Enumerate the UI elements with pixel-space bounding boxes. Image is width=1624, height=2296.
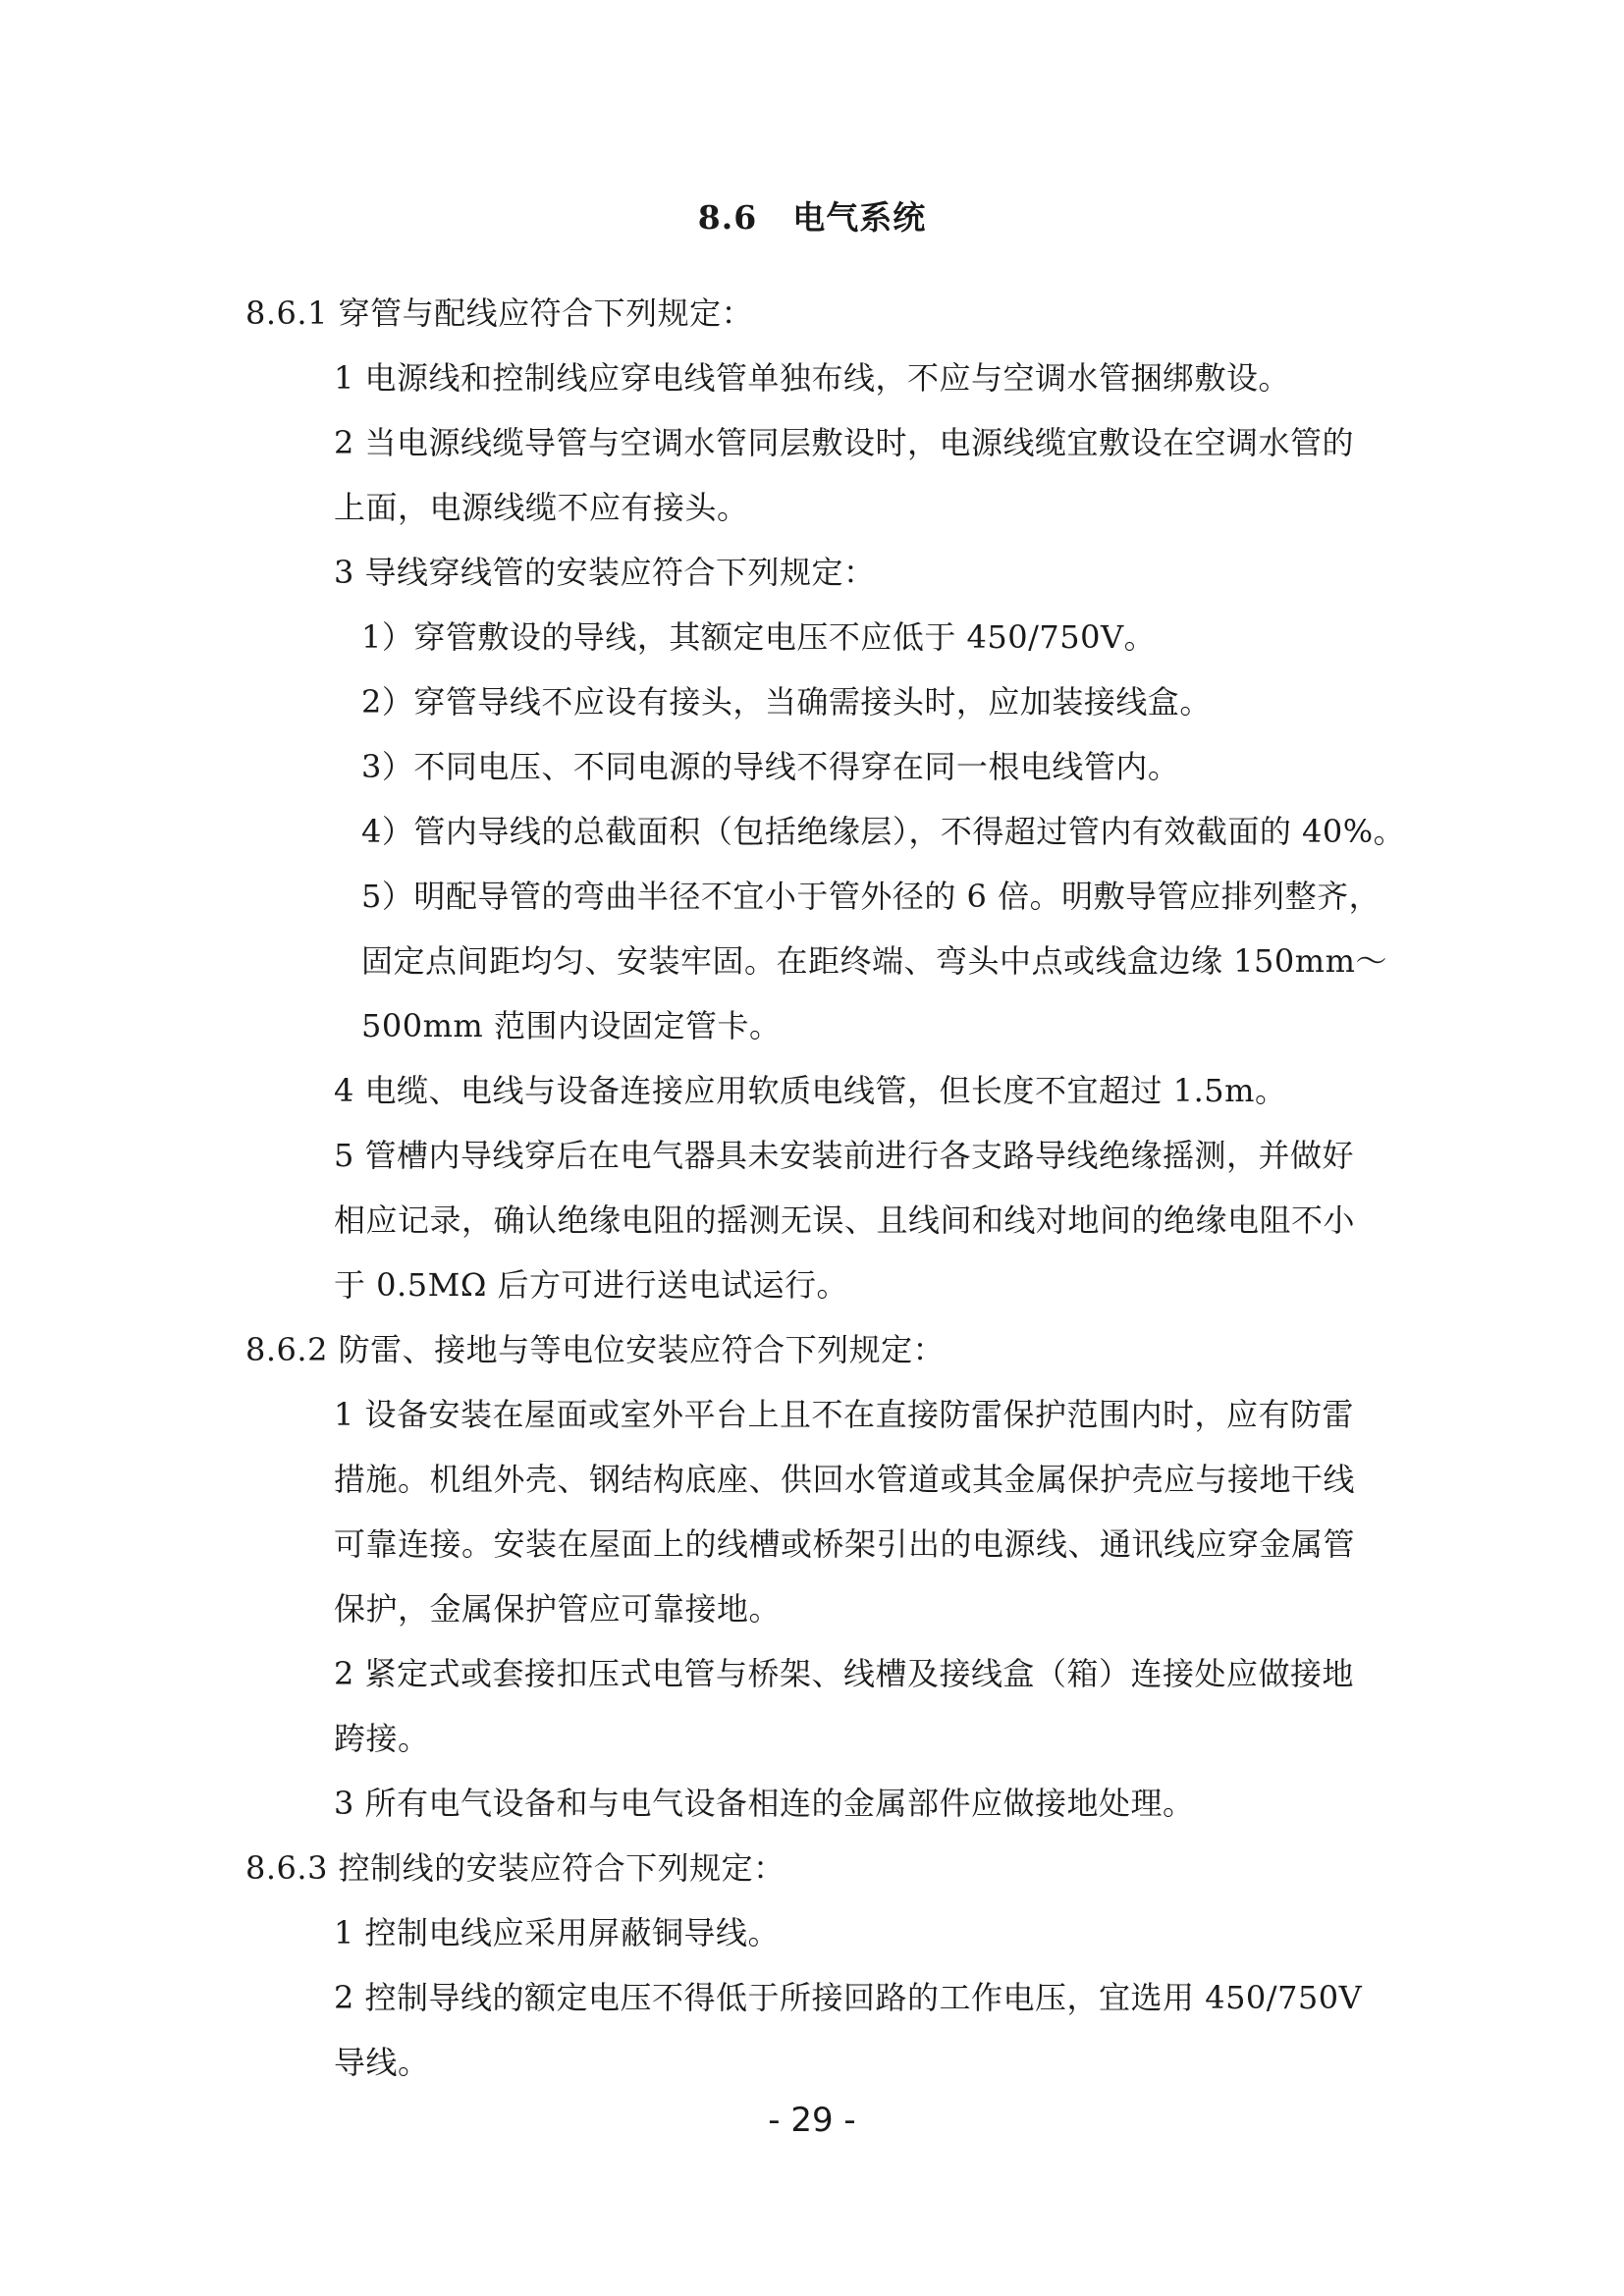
sub-item-line: 3）不同电压、不同电源的导线不得穿在同一根电线管内。 (361, 748, 1180, 785)
paragraph-line: 上面，电源线缆不应有接头。 (334, 489, 749, 526)
paragraph-line: 1 电源线和控制线应穿电线管单独布线，不应与空调水管捆绑敷设。 (334, 359, 1291, 397)
section-title: 电气系统 (792, 198, 927, 237)
sub-item-line: 500mm 范围内设固定管卡。 (361, 1007, 782, 1044)
sub-item-line: 5）明配导管的弯曲半径不宜小于管外径的 6 倍。明敷导管应排列整齐， (361, 878, 1381, 915)
section-heading (0, 194, 1624, 241)
paragraph-line: 3 所有电气设备和与电气设备相连的金属部件应做接地处理。 (334, 1785, 1195, 1822)
paragraph-line: 措施。机组外壳、钢结构底座、供回水管道或其金属保护壳应与接地干线 (334, 1461, 1356, 1498)
sub-item-line: 固定点间距均匀、安装牢固。在距终端、弯头中点或线盒边缘 150mm～ (361, 942, 1387, 980)
clause-8-6-1-heading: 8.6.1 穿管与配线应符合下列规定： (245, 294, 754, 332)
paragraph-line: 1 控制电线应采用屏蔽铜导线。 (334, 1914, 781, 1951)
paragraph-line: 可靠连接。安装在屋面上的线槽或桥架引出的电源线、通讯线应穿金属管 (334, 1525, 1356, 1563)
paragraph-line: 1 设备安装在屋面或室外平台上且不在直接防雷保护范围内时，应有防雷 (334, 1396, 1355, 1433)
sub-item-line: 2）穿管导线不应设有接头，当确需接头时，应加装接线盒。 (361, 683, 1212, 721)
paragraph-line: 5 管槽内导线穿后在电气器具未安装前进行各支路导线绝缘摇测，并做好 (334, 1137, 1355, 1174)
paragraph-line: 2 控制导线的额定电压不得低于所接回路的工作电压，宜选用 450/750V (334, 1979, 1363, 2016)
paragraph-line: 3 导线穿线管的安装应符合下列规定： (334, 554, 876, 591)
paragraph-line: 2 当电源线缆导管与空调水管同层敷设时，电源线缆宜敷设在空调水管的 (334, 424, 1355, 461)
sub-item-line: 1）穿管敷设的导线，其额定电压不应低于 450/750V。 (361, 618, 1157, 656)
sub-item-line: 4）管内导线的总截面积（包括绝缘层），不得超过管内有效截面的 40%。 (361, 813, 1406, 850)
clause-8-6-2-heading: 8.6.2 防雷、接地与等电位安装应符合下列规定： (245, 1331, 946, 1368)
paragraph-line: 跨接。 (334, 1720, 430, 1757)
clause-8-6-3-heading: 8.6.3 控制线的安装应符合下列规定： (245, 1849, 785, 1887)
paragraph-line: 于 0.5MΩ 后方可进行送电试运行。 (334, 1266, 849, 1304)
paragraph-line: 4 电缆、电线与设备连接应用软质电线管，但长度不宜超过 1.5m。 (334, 1072, 1287, 1109)
paragraph-line: 2 紧定式或套接扣压式电管与桥架、线槽及接线盒（箱）连接处应做接地 (334, 1655, 1355, 1692)
paragraph-line: 相应记录，确认绝缘电阻的摇测无误、且线间和线对地间的绝缘电阻不小 (334, 1201, 1356, 1239)
paragraph-line: 导线。 (334, 2044, 430, 2081)
paragraph-line: 保护，金属保护管应可靠接地。 (334, 1590, 782, 1628)
page-number: - 29 - (768, 2101, 856, 2140)
section-number: 8.6 (697, 198, 758, 237)
